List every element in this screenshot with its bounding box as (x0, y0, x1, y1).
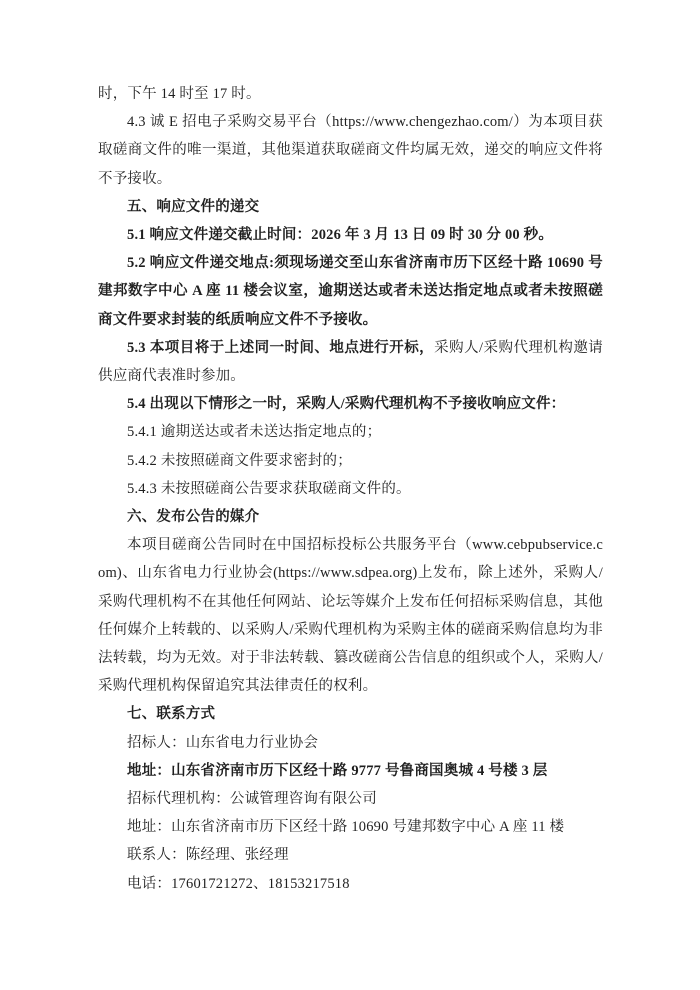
heading-text: 五、响应文件的递交 (127, 198, 260, 215)
text-run: 招标人：山东省电力行业协会 (127, 734, 319, 751)
para-5-4-1 (98, 418, 603, 446)
para-agency-address (98, 813, 603, 841)
text-run: 5.2 响应文件递交地点:须现场递交至山东省济南市历下区经十路 10690 号建邦数字中心 A 座 11 楼会议室，逾期送达或者未送达指定地点或者未按照磋商文件要求封装的纸质响应文件不予接收。 (98, 255, 603, 328)
text-run: 5.4 出现以下情形之一时，采购人/采购代理机构不予接收响应文件： (127, 396, 566, 413)
text-run: 地址：山东省济南市历下区经十路 10690 号建邦数字中心 A 座 11 楼 (127, 819, 565, 836)
para-announcement-media (98, 531, 603, 700)
text-run: 本项目磋商公告同时在中国招标投标公共服务平台（www.cebpubservice.com)、山东省电力行业协会(https://www.sdpea.org)上发布，除上述外，采购人/采购代理机构不在其他任何网站、论坛等媒介上发布任何招标采购信息，其他任何媒介上转载的、以采购人/采购代理机构为采购主体的磋商采购信息均为非法转载，均为无效。对于非法转载、篡改磋商公告信息的组织或个人，采购人/采购代理机构保留追究其法律责任的权利。 (98, 537, 603, 695)
para-5-2-location (98, 249, 603, 334)
text-run: 5.4.1 逾期送达或者未送达指定地点的； (127, 424, 382, 441)
para-5-4-rejection-cases (98, 390, 603, 418)
para-tenderee-address (98, 757, 603, 785)
para-5-3-bid-opening (98, 334, 603, 390)
text-run: 联系人：陈经理、张经理 (127, 847, 289, 864)
text-run: 5.4.2 未按照磋商文件要求密封的； (127, 452, 352, 469)
text-run: 5.3 本项目将于上述同一时间、地点进行开标， (127, 339, 435, 356)
text-run: 5.1 响应文件递交截止时间：2026 年 3 月 13 日 09 时 30 分 00 秒。 (127, 227, 554, 244)
para-tenderee (98, 729, 603, 757)
para-phone (98, 870, 603, 898)
text-run: 5.4.3 未按照磋商公告要求获取磋商文件的。 (127, 480, 411, 497)
para-agency (98, 785, 603, 813)
para-office-hours-continuation (98, 80, 603, 108)
heading-section-6 (98, 503, 603, 531)
text-run: 时，下午 14 时至 17 时。 (98, 86, 261, 102)
text-run: 电话：17601721272、18153217518 (127, 875, 350, 892)
para-4-3-platform (98, 108, 603, 193)
para-5-4-2 (98, 447, 603, 475)
text-run: 4.3 诚 E 招电子采购交易平台（https://www.chengezhao.com/）为本项目获取磋商文件的唯一渠道，其他渠道获取磋商文件均属无效，递交的响应文件将不予接收。 (98, 114, 603, 187)
para-5-4-3 (98, 475, 603, 503)
text-run: 采购人/采购代理机构邀请供应商代表准时参加。 (98, 339, 603, 385)
para-contacts (98, 841, 603, 869)
text-run: 招标代理机构：公诚管理咨询有限公司 (127, 791, 377, 808)
para-5-1-deadline (98, 221, 603, 249)
heading-section-7 (98, 700, 603, 728)
heading-section-5 (98, 193, 603, 221)
text-run: 地址：山东省济南市历下区经十路 9777 号鲁商国奥城 4 号楼 3 层 (127, 762, 548, 779)
heading-text: 七、联系方式 (127, 706, 216, 723)
heading-text: 六、发布公告的媒介 (127, 509, 260, 526)
